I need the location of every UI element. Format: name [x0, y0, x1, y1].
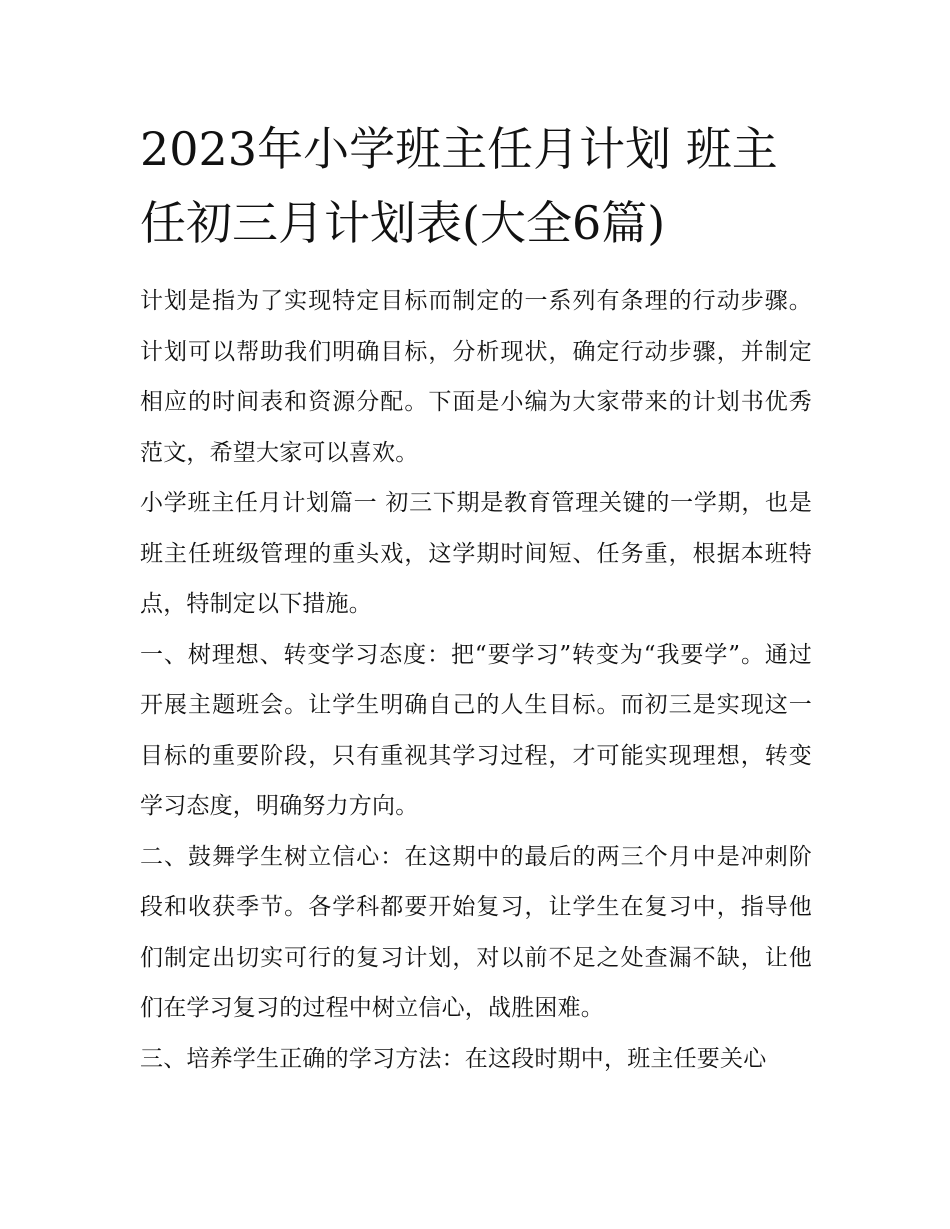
paragraph-point-two: 二、鼓舞学生树立信心：在这期中的最后的两三个月中是冲刺阶段和收获季节。各学科都要开始复习，让学生在复习中，指导他们制定出切实可行的复习计划，对以前不足之处查漏不缺，让他们在学习复习的过程中树立信心，战胜困难。 [140, 843, 812, 1021]
paragraph-point-three: 三、培养学生正确的学习方法：在这段时期中，班主任要关心 [140, 1045, 767, 1072]
paragraph-point-one: 一、树理想、转变学习态度：把“要学习”转变为“我要学”。通过开展主题班会。让学生明确自己的人生目标。而初三是实现这一目标的重要阶段，只有重视其学习过程，才可能实现理想，转变学习态度，明确努力方向。 [140, 641, 812, 819]
document-title: 2023年小学班主任月计划 班主任初三月计划表(大全6篇) [140, 122, 778, 250]
document-body [140, 276, 812, 1084]
paragraph-chapter-one: 小学班主任月计划篇一 初三下期是教育管理关键的一学期，也是班主任班级管理的重头戏，这学期时间短、任务重，根据本班特点，特制定以下措施。 [140, 490, 812, 617]
paragraph-intro: 计划是指为了实现特定目标而制定的一系列有条理的行动步骤。计划可以帮助我们明确目标，分析现状，确定行动步骤，并制定相应的时间表和资源分配。下面是小编为大家带来的计划书优秀范文，希望大家可以喜欢。 [140, 288, 812, 466]
